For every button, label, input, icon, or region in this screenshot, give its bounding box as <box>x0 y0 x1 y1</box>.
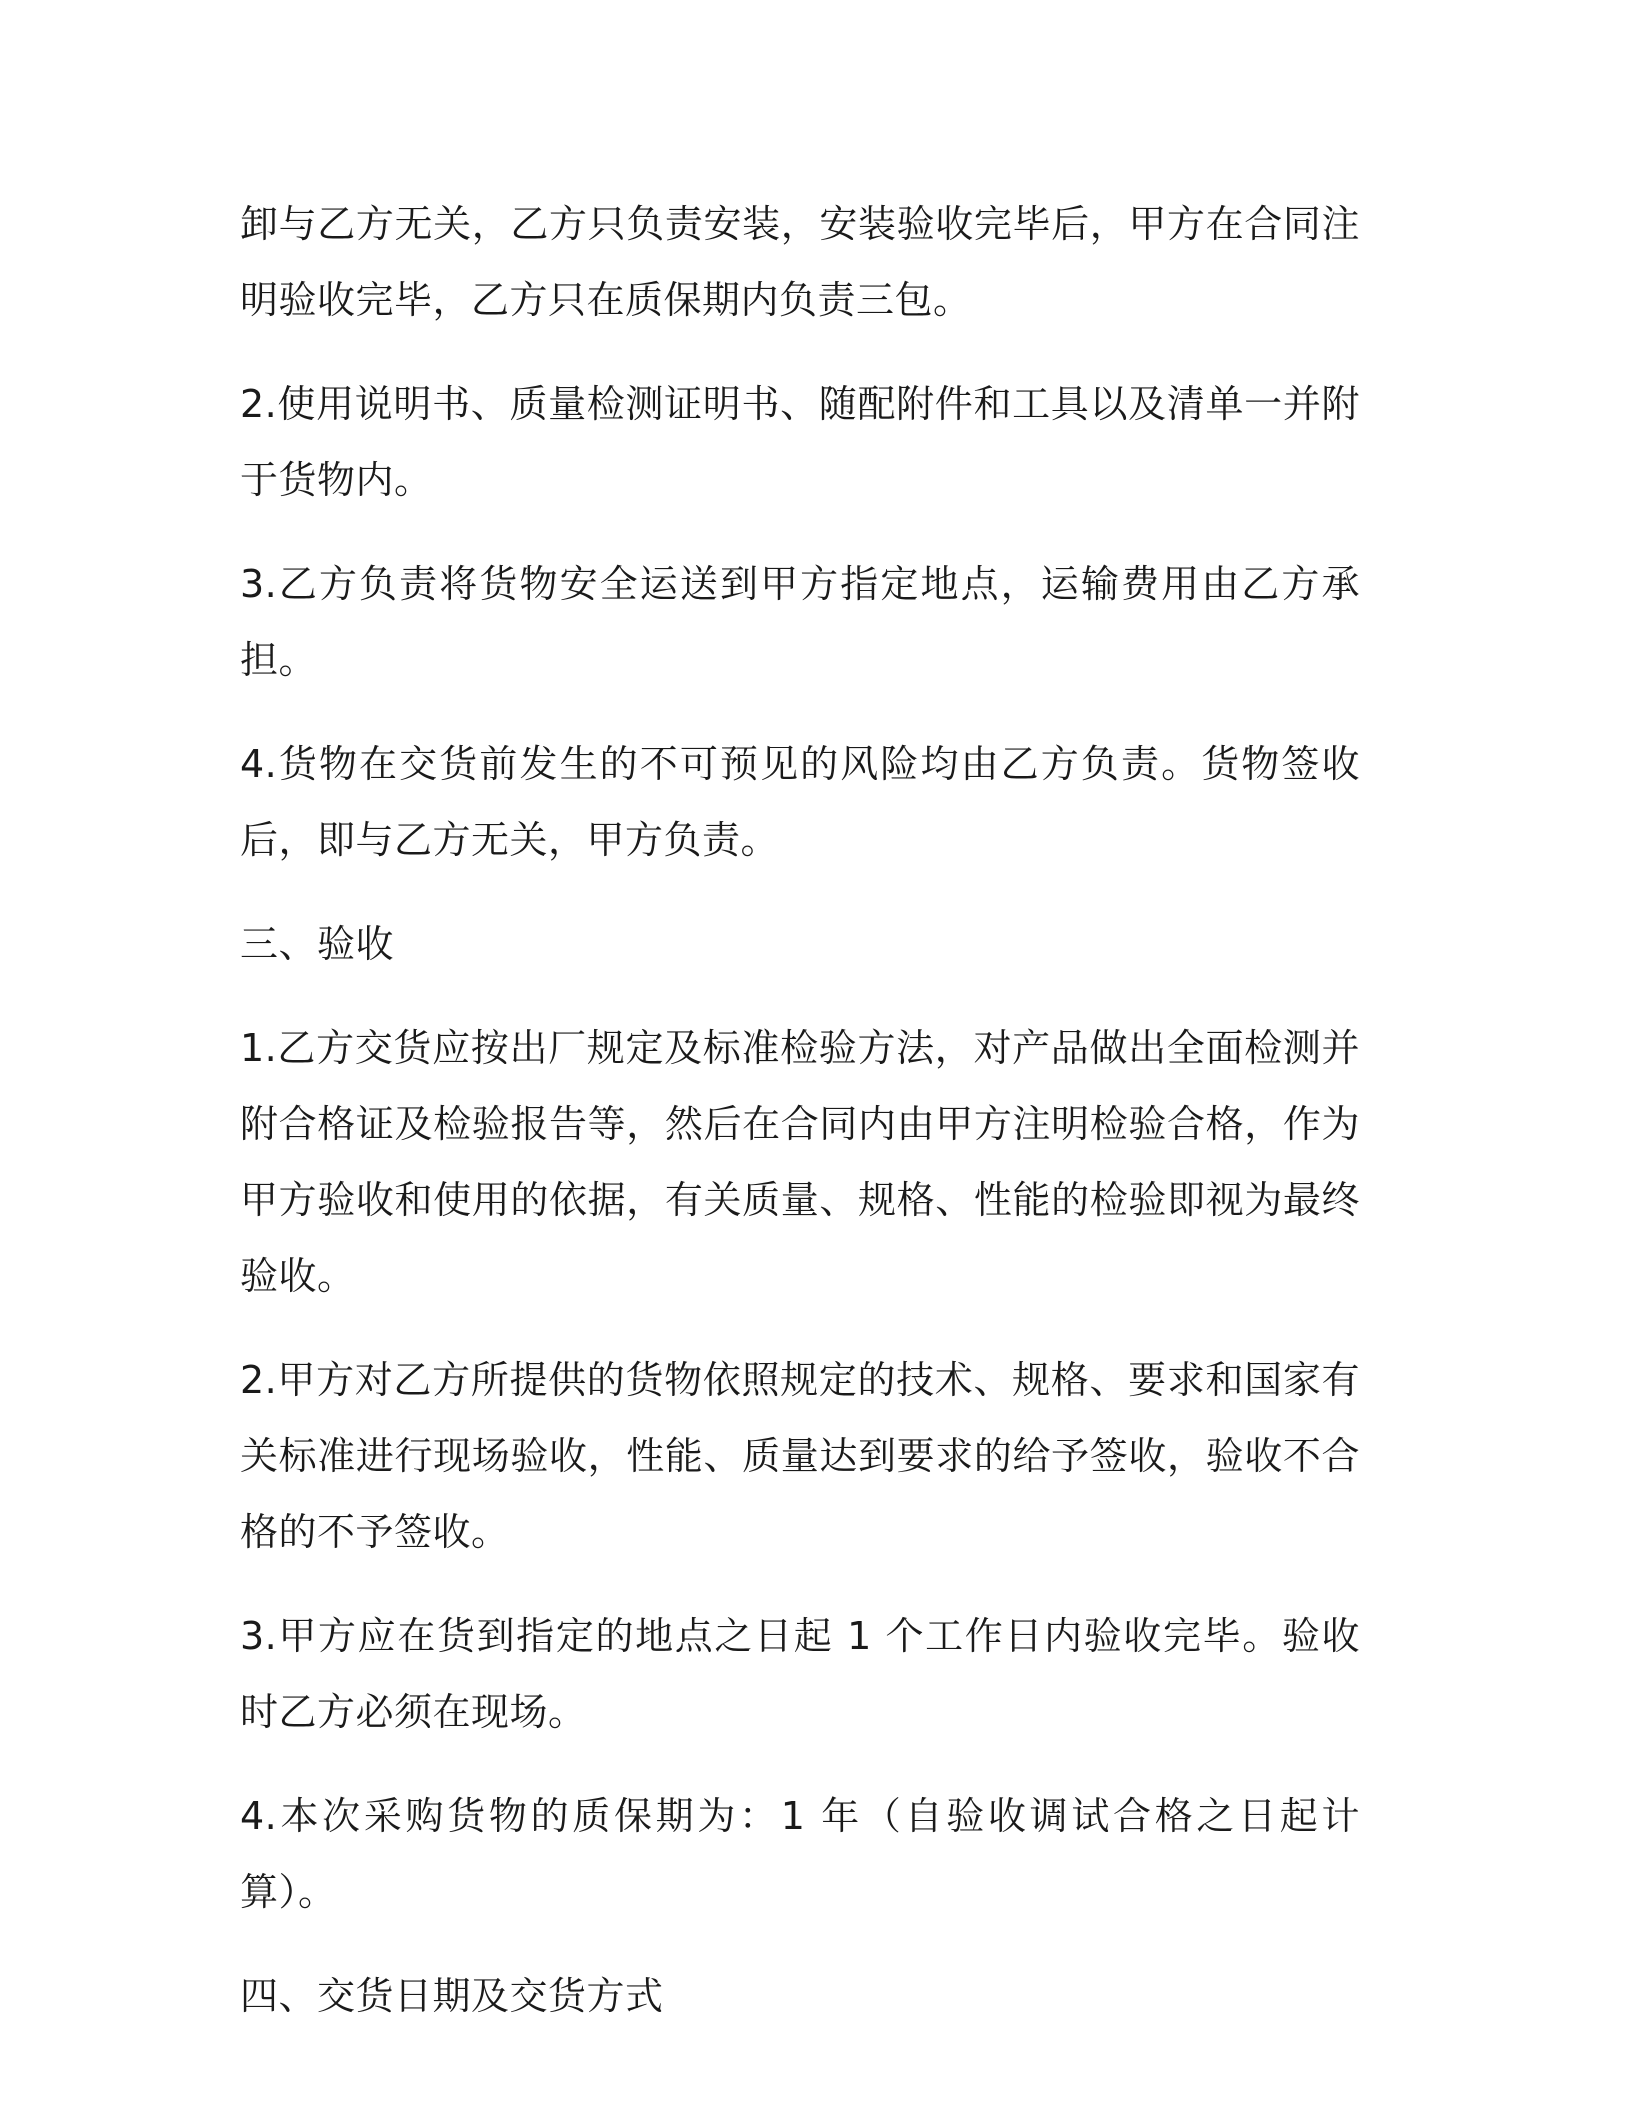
paragraph-installation-acceptance: 卸与乙方无关，乙方只负责安装，安装验收完毕后，甲方在合同注明验收完毕，乙方只在质保期内负责三包。 <box>240 202 1360 322</box>
paragraph-risk: 4.货物在交货前发生的不可预见的风险均由乙方负责。货物签收后，即与乙方无关，甲方负责。 <box>240 742 1360 862</box>
section-heading-acceptance: 三、验收 <box>240 922 395 966</box>
paragraph-acceptance-deadline: 3.甲方应在货到指定的地点之日起 1 个工作日内验收完毕。验收时乙方必须在现场。 <box>240 1614 1360 1734</box>
paragraph-transport: 3.乙方负责将货物安全运送到甲方指定地点，运输费用由乙方承担。 <box>240 562 1360 682</box>
paragraph-warranty-period: 4.本次采购货物的质保期为：1 年（自验收调试合格之日起计算）。 <box>240 1794 1360 1914</box>
paragraph-manuals-attached: 2.使用说明书、质量检测证明书、随配附件和工具以及清单一并附于货物内。 <box>240 382 1360 502</box>
section-heading-delivery: 四、交货日期及交货方式 <box>240 1974 664 2018</box>
paragraph-onsite-acceptance: 2.甲方对乙方所提供的货物依照规定的技术、规格、要求和国家有关标准进行现场验收，性能、质量达到要求的给予签收，验收不合格的不予签收。 <box>240 1358 1360 1554</box>
paragraph-factory-inspection: 1.乙方交货应按出厂规定及标准检验方法，对产品做出全面检测并附合格证及检验报告等，然后在合同内由甲方注明检验合格，作为甲方验收和使用的依据，有关质量、规格、性能的检验即视为最终验收。 <box>240 1026 1360 1298</box>
document-body <box>240 186 1360 2062</box>
